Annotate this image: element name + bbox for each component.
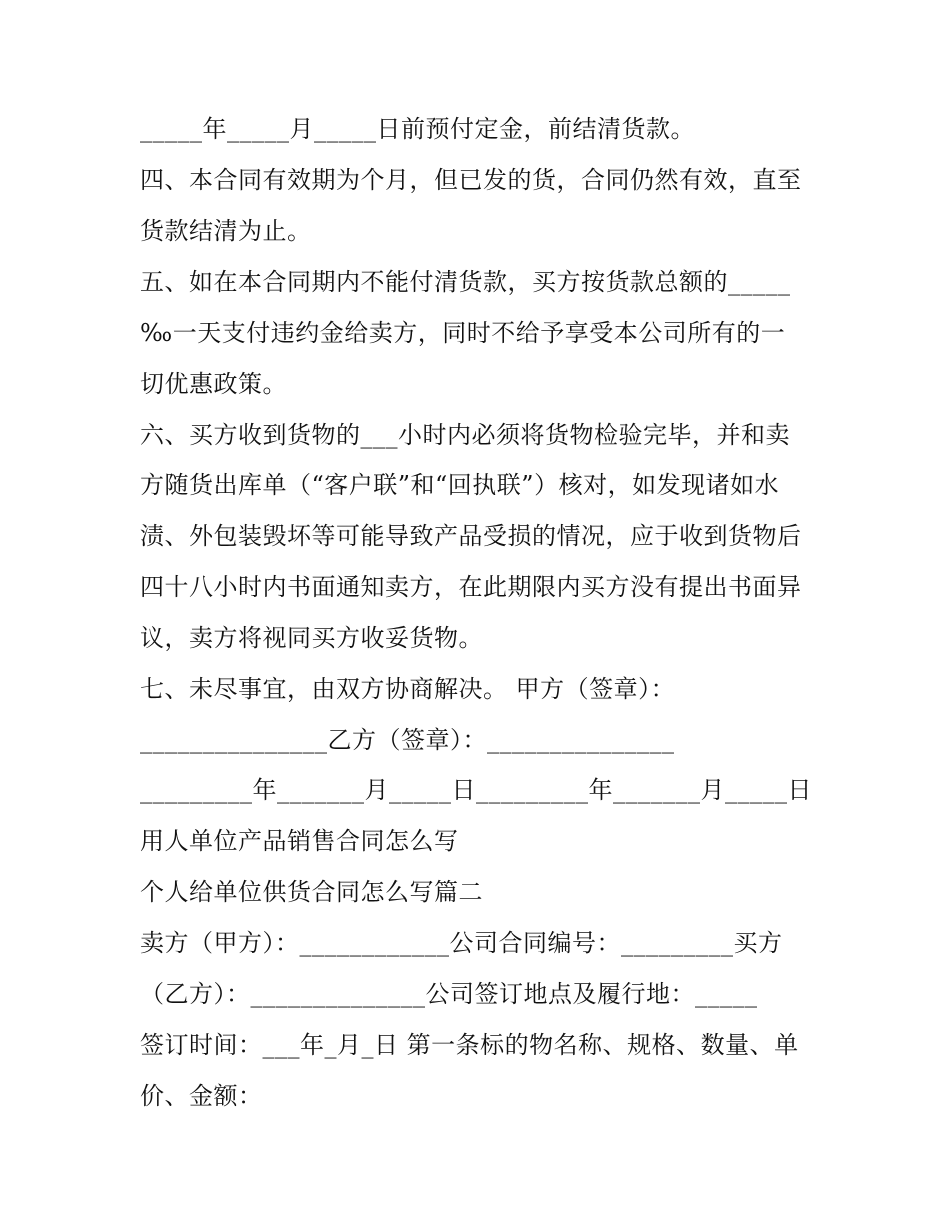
text-line: 用人单位产品销售合同怎么写 [140, 827, 459, 855]
text-line: 七、未尽事宜，由双方协商解决。 甲方（签章）： [140, 675, 676, 703]
text-line: _____年_____月_____日前预付定金，前结清货款。 [140, 115, 695, 143]
text-line: 六、买方收到货物的___小时内必须将货物检验完毕，并和卖 [140, 421, 790, 449]
text-line: 渍、外包装毁坏等可能导致产品受损的情况，应于收到货物后 [140, 522, 802, 550]
text-line: _________年_______月_____日_________年_______月_____日 [140, 776, 812, 804]
text-line: 卖方（甲方）：____________公司合同编号：_________买方 [140, 929, 783, 957]
text-line: ‰一天支付违约金给卖方，同时不给予享受本公司所有的一 [140, 319, 786, 347]
text-line: 切优惠政策。 [140, 370, 287, 398]
text-line: _______________乙方（签章）：_______________ [140, 726, 675, 754]
text-line: 价、金额： [140, 1082, 263, 1110]
text-line: （乙方）：______________公司签订地点及履行地：_____ [140, 980, 758, 1008]
text-line: 四、本合同有效期为个月，但已发的货，合同仍然有效，直至 [140, 166, 802, 194]
text-line: 议，卖方将视同买方收妥货物。 [140, 624, 483, 652]
text-line: 方随货出库单（“客户联”和“回执联”）核对，如发现诸如水 [140, 471, 780, 499]
text-line: 货款结清为止。 [140, 217, 312, 245]
text-line: 签订时间：___年_月_日 第一条标的物名称、规格、数量、单 [140, 1031, 799, 1059]
text-line: 个人给单位供货合同怎么写篇二 [140, 878, 483, 906]
text-line: 四十八小时内书面通知卖方，在此期限内买方没有提出书面异 [140, 573, 802, 601]
text-line: 五、如在本合同期内不能付清货款，买方按货款总额的_____ [140, 268, 791, 296]
